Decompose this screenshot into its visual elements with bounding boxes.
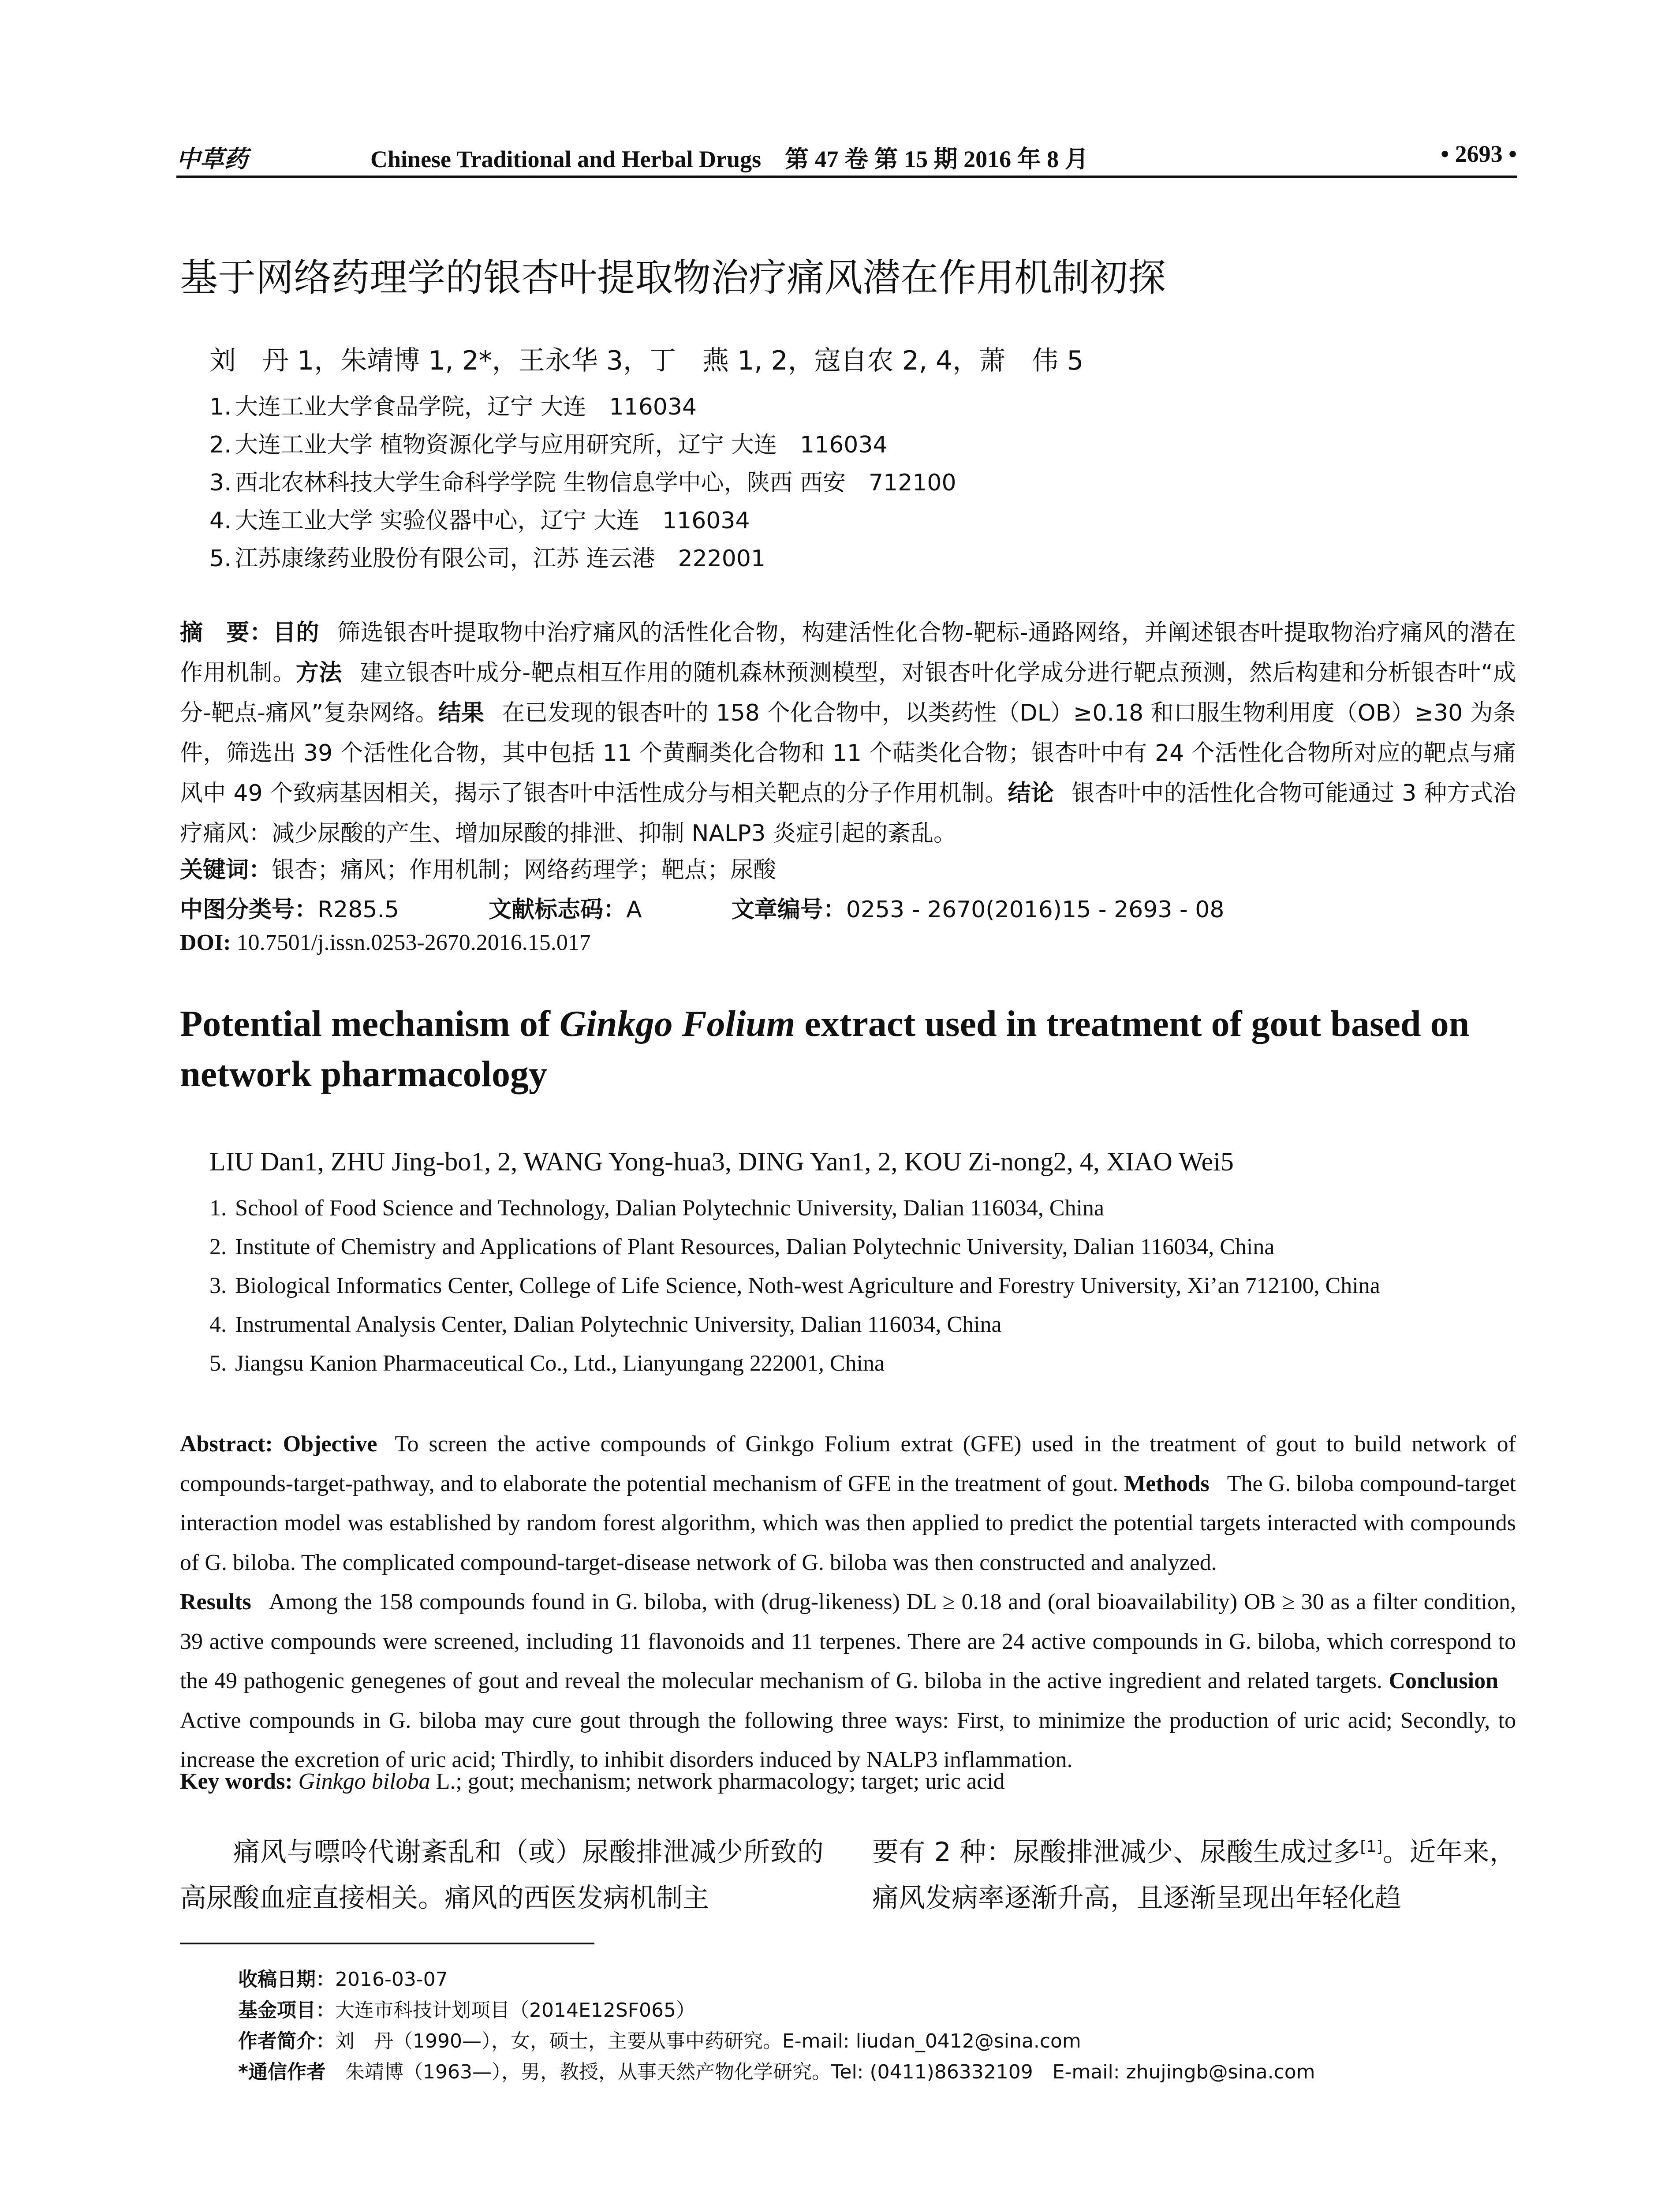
- footnote: 基金项目：大连市科技计划项目（2014E12SF065）: [238, 1999, 695, 2022]
- en-affiliation: 5. Jiangsu Kanion Pharmaceutical Co., Ltd., Lianyungang 222001, China: [209, 1351, 885, 1376]
- page-number: • 2693 •: [1441, 141, 1517, 167]
- cn-affiliation: 4. 大连工业大学 实验仪器中心，辽宁 大连 116034: [209, 508, 750, 534]
- en-affiliation: 1. School of Food Science and Technology, Dalian Polytechnic University, Dalian 116034, China: [209, 1196, 1105, 1221]
- footnote-rule: [180, 1943, 594, 1944]
- cn-affiliation: 3. 西北农林科技大学生命科学学院 生物信息学中心，陕西 西安 712100: [209, 470, 956, 496]
- running-header: [176, 140, 1517, 176]
- classification-line: 中图分类号：R285.5 文献标志码：A 文章编号：0253 - 2670(2016)15 - 2693 - 08: [180, 897, 1225, 923]
- cn-affiliation: 5. 江苏康缘药业股份有限公司，江苏 连云港 222001: [209, 546, 766, 572]
- cn-abstract: 摘 要：目的 筛选银杏叶提取物中治疗痛风的活性化合物，构建活性化合物-靶标-通路网络，并阐述银杏叶提取物治疗痛风的潜在作用机制。方法 建立银杏叶成分-靶点相互作用的随机森林预测模型，对银杏叶化学成分进行靶点预测，然后构建和分析银杏叶“成分-靶点-痛风”复杂网络。结果 在已发现的银杏叶的 158 个化合物中，以类药性（DL）≥0.18 和口服生物利用度（OB）≥30 为条件，筛选出 39 个活性化合物，其中包括 11 个黄酮类化合物和 11 个萜类化合物；银杏叶中有 24 个活性化合物所对应的靶点与痛风中 49 个致病基因相关，揭示了银杏叶中活性成分与相关靶点的分子作用机制。结论 银杏叶中的活性化合物可能通过 3 种方式治疗痛风：减少尿酸的产生、增加尿酸的排泄、抑制 NALP3 炎症引起的紊乱。: [180, 620, 1516, 847]
- en-affiliation: 2. Institute of Chemistry and Applications of Plant Resources, Dalian Polytechnic University, Dalian 116034, China: [209, 1234, 1275, 1259]
- footnote: 收稿日期：2016-03-07: [238, 1968, 448, 1991]
- cn-affiliation: 2. 大连工业大学 植物资源化学与应用研究所，辽宁 大连 116034: [209, 432, 888, 458]
- body-column-right: 要有 2 种：尿酸排泄减少、尿酸生成过多[1]。近年来，痛风发病率逐渐升高，且逐渐呈现出年轻化趋: [872, 1837, 1516, 1913]
- cn-keywords: 关键词：银杏；痛风；作用机制；网络药理学；靶点；尿酸: [180, 857, 777, 883]
- cn-title: 基于网络药理学的银杏叶提取物治疗痛风潜在作用机制初探: [180, 256, 1166, 300]
- body-column-left: 痛风与嘌呤代谢紊乱和（或）尿酸排泄减少所致的高尿酸血症直接相关。痛风的西医发病机制主: [180, 1837, 824, 1913]
- doi-line: DOI: 10.7501/j.issn.0253-2670.2016.15.017: [180, 930, 591, 955]
- journal-logo: 中草药: [176, 146, 248, 172]
- journal-info: Chinese Traditional and Herbal Drugs 第 47 卷 第 15 期 2016 年 8 月: [370, 146, 1089, 172]
- en-title: Potential mechanism of Ginkgo Folium extract used in treatment of gout based on network pharmacology: [180, 1003, 1470, 1095]
- cn-authors: 刘 丹 1，朱靖博 1, 2*，王永华 3，丁 燕 1, 2，寇自农 2, 4，萧 伟 5: [209, 345, 1084, 376]
- header-rule: [176, 176, 1517, 178]
- en-affiliation: 3. Biological Informatics Center, College of Life Science, Noth-west Agriculture and Forestry University, Xi’an 712100, China: [209, 1273, 1380, 1298]
- cn-affiliation: 1. 大连工业大学食品学院，辽宁 大连 116034: [209, 394, 697, 420]
- footnote: *通信作者 朱靖博（1963—），男，教授，从事天然产物化学研究。Tel: (0411)86332109 E-mail: zhujingb@sina.com: [238, 2061, 1315, 2083]
- en-authors: LIU Dan1, ZHU Jing-bo1, 2, WANG Yong-hua3, DING Yan1, 2, KOU Zi-nong2, 4, XIAO Wei5: [209, 1147, 1234, 1176]
- en-affiliation: 4. Instrumental Analysis Center, Dalian Polytechnic University, Dalian 116034, China: [209, 1312, 1002, 1337]
- footnote: 作者简介：刘 丹（1990—），女，硕士，主要从事中药研究。E-mail: liudan_0412@sina.com: [238, 2030, 1081, 2052]
- en-keywords: Key words: Ginkgo biloba L.; gout; mechanism; network pharmacology; target; uric acid: [180, 1769, 1005, 1794]
- en-abstract: Abstract: Objective To screen the active compounds of Ginkgo Folium extrat (GFE) used in the treatment of gout to build network of compounds-target-pathway, and to elaborate the potential mechanism of GFE in the treatment of gout. Methods The G. biloba compound-target interaction model was established by random forest algorithm, which was then applied to predict the potential targets interacted with compounds of G. biloba. The complicated compound-target-disease network of G. biloba was then constructed and analyzed. Results Among the 158 compounds found in G. biloba, with (drug-likeness) DL ≥ 0.18 and (oral bioavailability) OB ≥ 30 as a filter condition, 39 active compounds were screened, including 11 flavonoids and 11 terpenes. There are 24 active compounds in G. biloba, which correspond to the 49 pathogenic genegenes of gout and reveal the molecular mechanism of G. biloba in the active ingredient and related targets. ConclusionActive compounds in G. biloba may cure gout through the following three ways: First, to minimize the production of uric acid; Secondly, to increase the excretion of uric acid; Thirdly, to inhibit disorders induced by NALP3 inflammation.: [180, 1431, 1516, 1772]
